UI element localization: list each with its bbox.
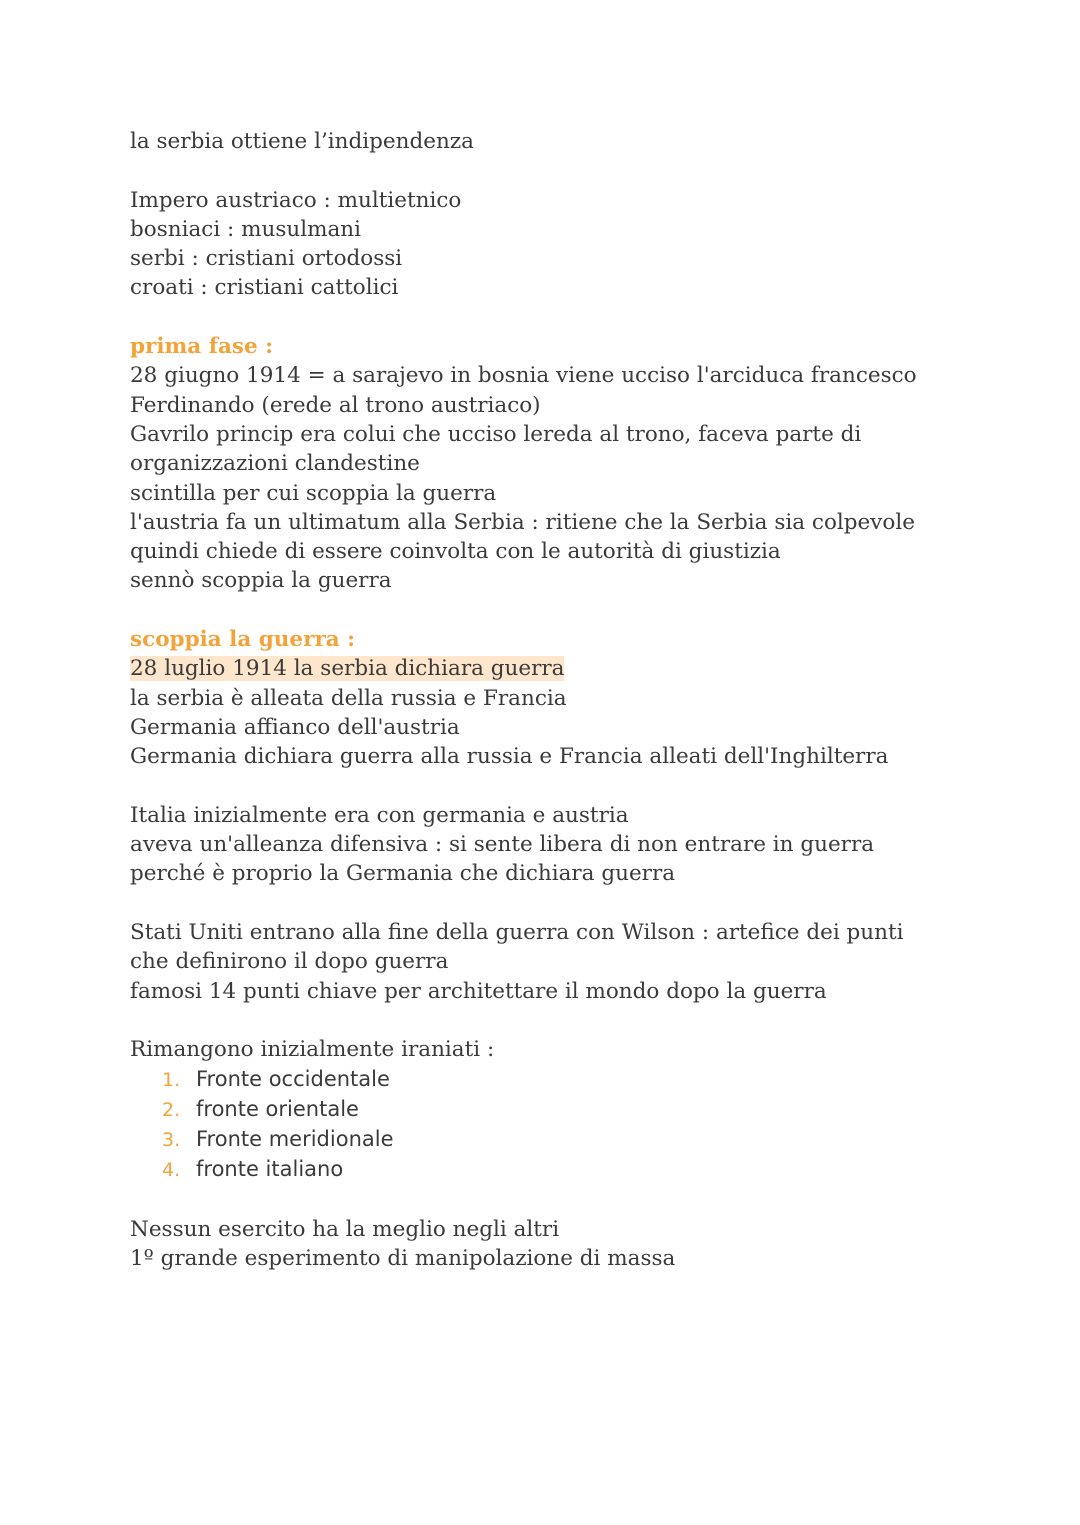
list-number: 1.: [162, 1068, 181, 1091]
text-line: sennò scoppia la guerra: [130, 568, 392, 594]
document-page: [130, 127, 950, 1274]
text-line: Gavrilo princip era colui che ucciso lereda al trono, faceva parte di: [130, 421, 862, 447]
text-line: serbi : cristiani ortodossi: [130, 246, 403, 272]
spacer: [130, 1186, 950, 1215]
text-line: Nessun esercito ha la meglio negli altri: [130, 1216, 560, 1242]
text-line: Italia inizialmente era con germania e austria: [130, 802, 629, 828]
list-item: [162, 1125, 950, 1155]
list-number: 4.: [162, 1159, 181, 1182]
spacer: [130, 596, 950, 625]
text-line: Stati Uniti entrano alla fine della guerra con Wilson : artefice dei punti: [130, 920, 904, 946]
text-line: che definirono il dopo guerra: [130, 949, 449, 975]
text-line: famosi 14 punti chiave per architettare il mondo dopo la guerra: [130, 978, 827, 1004]
spacer: [130, 1006, 950, 1035]
text-line: Germania affianco dell'austria: [130, 714, 460, 740]
list-item-text: Fronte meridionale: [196, 1127, 394, 1152]
text-line: l'austria fa un ultimatum alla Serbia : ritiene che la Serbia sia colpevole: [130, 509, 915, 535]
text-line: 28 giugno 1914 = a sarajevo in bosnia viene ucciso l'arciduca francesco: [130, 363, 917, 389]
section-heading-scoppia-la-guerra: scoppia la guerra :: [130, 627, 356, 653]
spacer: [130, 303, 950, 332]
text-line: perché è proprio la Germania che dichiara guerra: [130, 861, 676, 887]
fronts-intro: Rimangono inizialmente iraniati :: [130, 1037, 495, 1063]
text-line: croati : cristiani cattolici: [130, 275, 399, 301]
text-line: scintilla per cui scoppia la guerra: [130, 480, 497, 506]
text-line: Ferdinando (erede al trono austriaco): [130, 392, 541, 418]
text-line: organizzazioni clandestine: [130, 451, 420, 477]
spacer: [130, 772, 950, 801]
list-number: 2.: [162, 1098, 181, 1121]
list-number: 3.: [162, 1129, 181, 1152]
spacer: [130, 156, 950, 185]
list-item-text: Fronte occidentale: [196, 1066, 390, 1091]
text-line: la serbia ottiene l’indipendenza: [130, 129, 474, 154]
text-line: bosniaci : musulmani: [130, 216, 362, 242]
section-heading-prima-fase: prima fase :: [130, 334, 274, 360]
spacer: [130, 889, 950, 918]
highlighted-text-line: 28 luglio 1914 la serbia dichiara guerra: [130, 656, 565, 682]
text-line: quindi chiede di essere coinvolta con le autorità di giustizia: [130, 539, 781, 565]
text-line: aveva un'alleanza difensiva : si sente libera di non entrare in guerra: [130, 832, 875, 858]
list-item-text: fronte italiano: [196, 1157, 344, 1182]
list-item-text: fronte orientale: [196, 1096, 359, 1121]
list-item: [162, 1155, 950, 1185]
list-item: [162, 1065, 950, 1095]
text-line: Impero austriaco : multietnico: [130, 187, 462, 213]
list-item: [162, 1095, 950, 1125]
text-line: la serbia è alleata della russia e Francia: [130, 685, 567, 711]
fronts-list: [130, 1065, 950, 1186]
text-line: 1º grande esperimento di manipolazione di massa: [130, 1246, 676, 1272]
text-line: Germania dichiara guerra alla russia e Francia alleati dell'Inghilterra: [130, 744, 889, 770]
